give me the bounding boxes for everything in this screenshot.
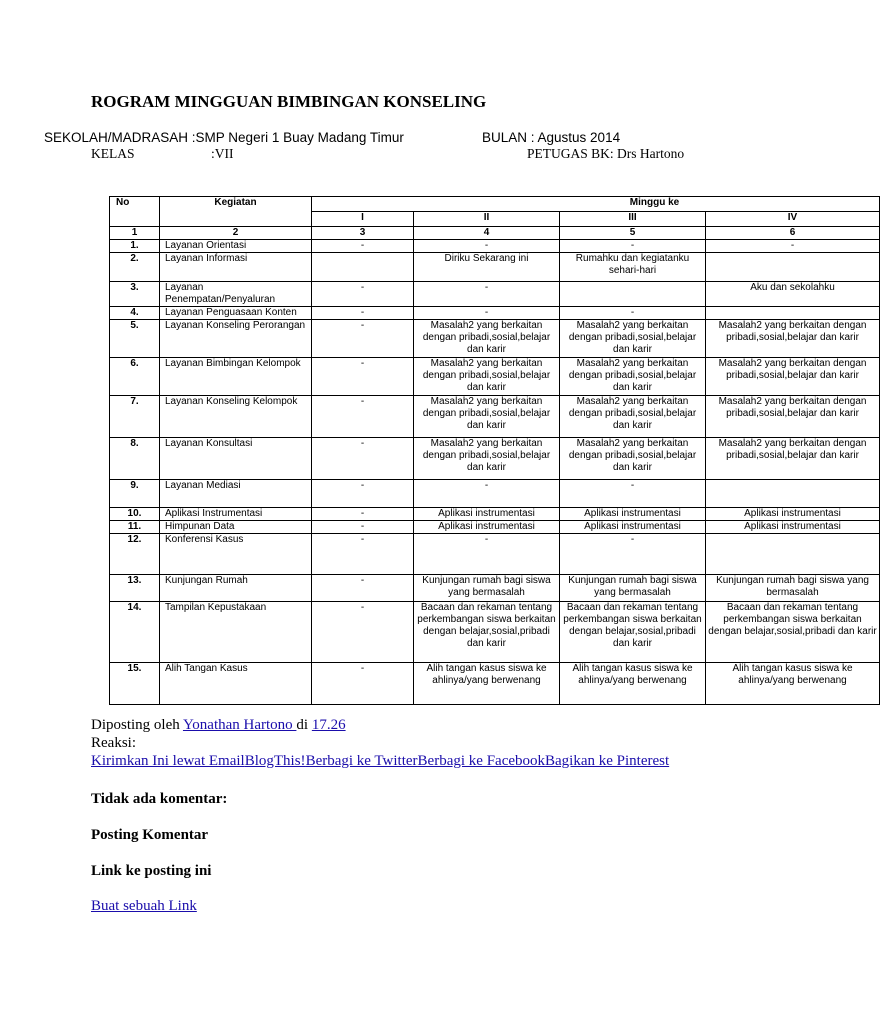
counselor-name: PETUGAS BK: Drs Hartono <box>527 146 685 161</box>
week-1-cell: - <box>312 575 414 602</box>
week-4-cell: Bacaan dan rekaman tentang perkembangan siswa berkaitan dengan belajar,sosial,pribadi dan karir <box>706 602 880 663</box>
column-number: 5 <box>560 227 706 240</box>
school-name: SEKOLAH/MADRASAH :SMP Negeri 1 Buay Madang Timur <box>44 130 404 145</box>
month-label: BULAN : Agustus 2014 <box>482 130 621 145</box>
activity-name: Layanan Informasi <box>160 253 312 282</box>
table-row <box>110 480 880 508</box>
schedule-table <box>109 196 880 705</box>
header-week-3: III <box>560 212 706 227</box>
share-links <box>91 752 669 770</box>
activity-name: Kunjungan Rumah <box>160 575 312 602</box>
week-3-cell: - <box>560 307 706 320</box>
week-2-cell: - <box>414 307 560 320</box>
column-number: 3 <box>312 227 414 240</box>
column-number: 1 <box>110 227 160 240</box>
row-number: 13. <box>110 575 160 602</box>
row-number: 9. <box>110 480 160 508</box>
table-row <box>110 358 880 396</box>
row-number: 7. <box>110 396 160 438</box>
week-3-cell: Masalah2 yang berkaitan dengan pribadi,sosial,belajar dan karir <box>560 358 706 396</box>
table-row <box>110 575 880 602</box>
week-4-cell: Masalah2 yang berkaitan dengan pribadi,sosial,belajar dan karir <box>706 320 880 358</box>
week-1-cell: - <box>312 320 414 358</box>
week-4-cell: - <box>706 240 880 253</box>
week-1-cell: - <box>312 508 414 521</box>
class-info <box>91 146 234 162</box>
activity-name: Aplikasi Instrumentasi <box>160 508 312 521</box>
table-row <box>110 508 880 521</box>
week-3-cell: - <box>560 240 706 253</box>
activity-name: Layanan Penempatan/Penyaluran <box>160 282 312 307</box>
table-row <box>110 534 880 575</box>
week-1-cell: - <box>312 396 414 438</box>
week-3-cell: Kunjungan rumah bagi siswa yang bermasalah <box>560 575 706 602</box>
posted-at-prefix: di <box>296 717 312 733</box>
table-row <box>110 282 880 307</box>
activity-name: Layanan Konseling Perorangan <box>160 320 312 358</box>
week-4-cell: Masalah2 yang berkaitan dengan pribadi,sosial,belajar dan karir <box>706 396 880 438</box>
week-2-cell: Diriku Sekarang ini <box>414 253 560 282</box>
week-1-cell: - <box>312 534 414 575</box>
week-3-cell: - <box>560 534 706 575</box>
header-minggu: Minggu ke <box>312 197 880 212</box>
activity-name: Layanan Bimbingan Kelompok <box>160 358 312 396</box>
week-4-cell: Kunjungan rumah bagi siswa yang bermasalah <box>706 575 880 602</box>
week-4-cell: Aku dan sekolahku <box>706 282 880 307</box>
post-footer <box>91 716 670 914</box>
row-number: 4. <box>110 307 160 320</box>
week-2-cell: Aplikasi instrumentasi <box>414 521 560 534</box>
week-3-cell: - <box>560 480 706 508</box>
week-3-cell <box>560 282 706 307</box>
column-number: 6 <box>706 227 880 240</box>
share-twitter-link[interactable]: Berbagi ke Twitter <box>305 753 418 769</box>
week-3-cell: Bacaan dan rekaman tentang perkembangan siswa berkaitan dengan belajar,sosial,pribadi dan karir <box>560 602 706 663</box>
post-time-link[interactable]: 17.26 <box>311 717 346 733</box>
activity-name: Layanan Mediasi <box>160 480 312 508</box>
week-2-cell: Bacaan dan rekaman tentang perkembangan siswa berkaitan dengan belajar,sosial,pribadi dan karir <box>414 602 560 663</box>
table-row <box>110 240 880 253</box>
week-3-cell: Aplikasi instrumentasi <box>560 521 706 534</box>
table-row <box>110 602 880 663</box>
create-link-button[interactable]: Buat sebuah Link <box>91 898 197 914</box>
week-2-cell: - <box>414 480 560 508</box>
week-1-cell: - <box>312 307 414 320</box>
table-row <box>110 521 880 534</box>
row-number: 11. <box>110 521 160 534</box>
activity-name: Layanan Konsultasi <box>160 438 312 480</box>
week-2-cell: - <box>414 534 560 575</box>
blogthis-link[interactable]: BlogThis! <box>244 753 306 769</box>
week-2-cell: Aplikasi instrumentasi <box>414 508 560 521</box>
week-3-cell: Masalah2 yang berkaitan dengan pribadi,sosial,belajar dan karir <box>560 438 706 480</box>
header-week-4: IV <box>706 212 880 227</box>
column-number: 2 <box>160 227 312 240</box>
week-3-cell: Aplikasi instrumentasi <box>560 508 706 521</box>
week-1-cell <box>312 253 414 282</box>
week-1-cell: - <box>312 240 414 253</box>
row-number: 10. <box>110 508 160 521</box>
row-number: 5. <box>110 320 160 358</box>
activity-name: Layanan Penguasaan Konten <box>160 307 312 320</box>
post-link-heading: Link ke posting ini <box>91 863 212 879</box>
week-4-cell <box>706 307 880 320</box>
week-1-cell: - <box>312 438 414 480</box>
week-1-cell: - <box>312 358 414 396</box>
activity-name: Konferensi Kasus <box>160 534 312 575</box>
week-4-cell: Masalah2 yang berkaitan dengan pribadi,sosial,belajar dan karir <box>706 358 880 396</box>
row-number: 12. <box>110 534 160 575</box>
row-number: 3. <box>110 282 160 307</box>
header-week-2: II <box>414 212 560 227</box>
week-3-cell: Alih tangan kasus siswa ke ahlinya/yang berwenang <box>560 663 706 705</box>
table-row <box>110 663 880 705</box>
post-comment-heading: Posting Komentar <box>91 827 209 843</box>
week-3-cell: Masalah2 yang berkaitan dengan pribadi,sosial,belajar dan karir <box>560 320 706 358</box>
week-2-cell: Masalah2 yang berkaitan dengan pribadi,sosial,belajar dan karir <box>414 396 560 438</box>
class-value: :VII <box>211 146 234 161</box>
header-no: No <box>110 197 160 227</box>
week-2-cell: - <box>414 282 560 307</box>
week-1-cell: - <box>312 663 414 705</box>
week-4-cell: Alih tangan kasus siswa ke ahlinya/yang berwenang <box>706 663 880 705</box>
week-1-cell: - <box>312 602 414 663</box>
row-number: 15. <box>110 663 160 705</box>
class-label: KELAS <box>91 146 135 161</box>
activity-name: Alih Tangan Kasus <box>160 663 312 705</box>
page-title: ROGRAM MINGGUAN BIMBINGAN KONSELING <box>91 92 487 111</box>
author-link[interactable]: Yonathan Hartono <box>182 717 297 733</box>
schedule-table-container <box>109 196 877 716</box>
table-row <box>110 307 880 320</box>
row-number: 14. <box>110 602 160 663</box>
week-2-cell: - <box>414 240 560 253</box>
week-2-cell: Masalah2 yang berkaitan dengan pribadi,sosial,belajar dan karir <box>414 438 560 480</box>
activity-name: Layanan Orientasi <box>160 240 312 253</box>
reactions-label: Reaksi: <box>91 735 136 751</box>
table-row <box>110 320 880 358</box>
week-4-cell: Aplikasi instrumentasi <box>706 521 880 534</box>
posted-by-prefix: Diposting oleh <box>91 717 183 733</box>
row-number: 6. <box>110 358 160 396</box>
week-1-cell: - <box>312 480 414 508</box>
no-comments-heading: Tidak ada komentar: <box>91 791 228 807</box>
table-row <box>110 438 880 480</box>
row-number: 8. <box>110 438 160 480</box>
week-4-cell <box>706 480 880 508</box>
activity-name: Himpunan Data <box>160 521 312 534</box>
activity-name: Tampilan Kepustakaan <box>160 602 312 663</box>
post-meta <box>91 716 669 734</box>
header-week-1: I <box>312 212 414 227</box>
week-4-cell <box>706 534 880 575</box>
week-3-cell: Masalah2 yang berkaitan dengan pribadi,sosial,belajar dan karir <box>560 396 706 438</box>
row-number: 1. <box>110 240 160 253</box>
share-facebook-link[interactable]: Berbagi ke Facebook <box>417 753 546 769</box>
table-row <box>110 396 880 438</box>
column-number: 4 <box>414 227 560 240</box>
header-kegiatan: Kegiatan <box>160 197 312 227</box>
week-2-cell: Alih tangan kasus siswa ke ahlinya/yang berwenang <box>414 663 560 705</box>
share-email-link[interactable]: Kirimkan Ini lewat Email <box>91 753 245 769</box>
week-3-cell: Rumahku dan kegiatanku sehari-hari <box>560 253 706 282</box>
week-1-cell: - <box>312 282 414 307</box>
week-4-cell: Aplikasi instrumentasi <box>706 508 880 521</box>
row-number: 2. <box>110 253 160 282</box>
week-2-cell: Masalah2 yang berkaitan dengan pribadi,sosial,belajar dan karir <box>414 358 560 396</box>
week-4-cell: Masalah2 yang berkaitan dengan pribadi,sosial,belajar dan karir <box>706 438 880 480</box>
week-1-cell: - <box>312 521 414 534</box>
table-row <box>110 253 880 282</box>
week-2-cell: Kunjungan rumah bagi siswa yang bermasalah <box>414 575 560 602</box>
share-pinterest-link[interactable]: Bagikan ke Pinterest <box>545 753 670 769</box>
activity-name: Layanan Konseling Kelompok <box>160 396 312 438</box>
week-2-cell: Masalah2 yang berkaitan dengan pribadi,sosial,belajar dan karir <box>414 320 560 358</box>
week-4-cell <box>706 253 880 282</box>
